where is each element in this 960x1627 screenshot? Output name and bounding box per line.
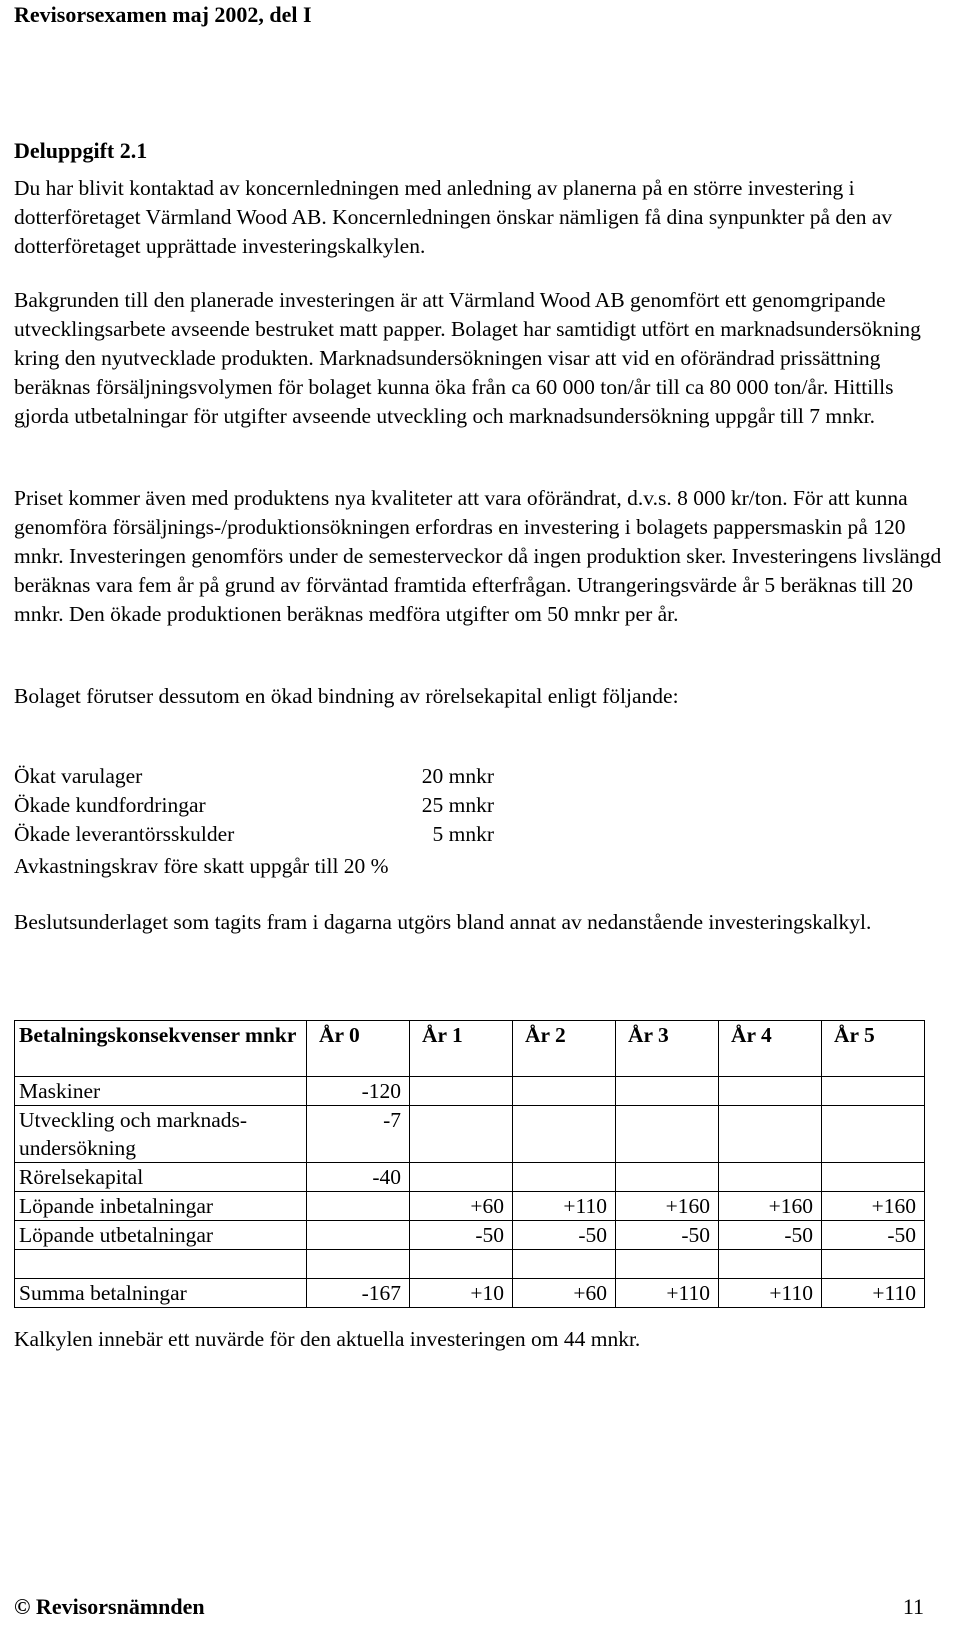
wc-label: Ökade leverantörsskulder: [14, 822, 235, 846]
list-item: [14, 762, 514, 791]
row-label: Löpande inbetalningar: [15, 1192, 307, 1221]
table-cell: -50: [410, 1221, 513, 1250]
table-cell: [719, 1077, 822, 1106]
table-cell: +110: [822, 1279, 925, 1308]
column-header: År 5: [822, 1021, 925, 1077]
table-row: [15, 1163, 925, 1192]
row-label: [15, 1250, 307, 1279]
table-row: [15, 1106, 925, 1163]
table-cell: [616, 1163, 719, 1192]
column-header: År 4: [719, 1021, 822, 1077]
row-label: Löpande utbetalningar: [15, 1221, 307, 1250]
table-cell: [822, 1106, 925, 1163]
table-cell: [513, 1250, 616, 1279]
table-cell: [307, 1192, 410, 1221]
column-header: År 3: [616, 1021, 719, 1077]
table-cell: [513, 1106, 616, 1163]
table-cell: [513, 1077, 616, 1106]
table-cell: -50: [822, 1221, 925, 1250]
footer-organization: © Revisorsnämnden: [14, 1594, 205, 1619]
investment-calculation-table: [14, 1020, 925, 1308]
decision-paragraph: Beslutsunderlaget som tagits fram i dagarna utgörs bland annat av nedanstående investeringskalkyl.: [14, 910, 872, 934]
page-footer: [14, 1594, 944, 1620]
table-cell: +60: [513, 1279, 616, 1308]
table-cell: [410, 1106, 513, 1163]
table-cell: [719, 1106, 822, 1163]
table-cell: -40: [307, 1163, 410, 1192]
row-label: Utveckling och marknads-undersökning: [15, 1106, 307, 1163]
table-cell: [616, 1250, 719, 1279]
table-cell: [616, 1077, 719, 1106]
row-label: Maskiner: [15, 1077, 307, 1106]
wc-value: 25 mnkr: [421, 793, 494, 817]
column-header: År 0: [307, 1021, 410, 1077]
table-row: [15, 1279, 925, 1308]
table-cell: +160: [719, 1192, 822, 1221]
return-requirement: Avkastningskrav före skatt uppgår till 20 %: [14, 854, 389, 878]
list-item: [14, 820, 514, 849]
table-row: [15, 1077, 925, 1106]
wc-label: Ökade kundfordringar: [14, 793, 206, 817]
table-cell: [410, 1163, 513, 1192]
table-cell: +110: [719, 1279, 822, 1308]
table-cell: -120: [307, 1077, 410, 1106]
table-header-row: [15, 1021, 925, 1077]
table-row: [15, 1250, 925, 1279]
column-header: Betalningskonsekvenser mnkr: [15, 1021, 307, 1077]
table-cell: +160: [822, 1192, 925, 1221]
column-header: År 1: [410, 1021, 513, 1077]
wc-value: 5 mnkr: [432, 822, 494, 846]
table-cell: +160: [616, 1192, 719, 1221]
wc-label: Ökat varulager: [14, 764, 143, 788]
table-cell: +10: [410, 1279, 513, 1308]
table-cell: [410, 1250, 513, 1279]
page-number: 11: [902, 1594, 924, 1619]
table-cell: -167: [307, 1279, 410, 1308]
working-capital-intro: Bolaget förutser dessutom en ökad bindning av rörelsekapital enligt följande:: [14, 684, 679, 708]
table-cell: +110: [513, 1192, 616, 1221]
table-cell: [719, 1250, 822, 1279]
table-row: [15, 1221, 925, 1250]
table-cell: [307, 1250, 410, 1279]
table-cell: +110: [616, 1279, 719, 1308]
price-paragraph: Priset kommer även med produktens nya kvaliteter att vara oförändrat, d.v.s. 8 000 kr/ton. För att kunna genomföra försäljnings-/produktionsökningen erfordras en investering i bolagets pappersmaskin på 120 mnkr. Investeringen genomförs under de semesterveckor då ingen produktion sker. Investeringens livslängd beräknas vara fem år på grund av förväntad framtida efterfrågan. Utrangeringsvärde år 5 beräknas till 20 mnkr. Den ökade produktionen beräknas medföra utgifter om 50 mnkr per år.: [14, 486, 942, 626]
row-label: Rörelsekapital: [15, 1163, 307, 1192]
table-cell: [719, 1163, 822, 1192]
column-header: År 2: [513, 1021, 616, 1077]
table-cell: [822, 1250, 925, 1279]
working-capital-list: [14, 762, 514, 849]
wc-value: 20 mnkr: [421, 764, 494, 788]
table-cell: +60: [410, 1192, 513, 1221]
table-cell: [307, 1221, 410, 1250]
table-cell: [822, 1077, 925, 1106]
table-cell: [410, 1077, 513, 1106]
table-cell: [822, 1163, 925, 1192]
page-header: Revisorsexamen maj 2002, del I: [14, 2, 312, 27]
table-cell: -50: [616, 1221, 719, 1250]
table-cell: -7: [307, 1106, 410, 1163]
table-cell: -50: [513, 1221, 616, 1250]
background-paragraph: Bakgrunden till den planerade investeringen är att Värmland Wood AB genomfört ett genomgripande utvecklingsarbete avseende bestruket matt papper. Bolaget har samtidigt utfört en marknadsundersökning kring den nyutvecklade produkten. Marknadsundersökningen visar att vid en oförändrad prissättning beräknas försäljningsvolymen för bolaget kunna öka från ca 60 000 ton/år till ca 80 000 ton/år. Hittills gjorda utbetalningar för utgifter avseende utveckling och marknadsundersökning uppgår till 7 mnkr.: [14, 288, 921, 428]
table-row: [15, 1192, 925, 1221]
intro-paragraph: Du har blivit kontaktad av koncernledningen med anledning av planerna på en större investering i dotterföretaget Värmland Wood AB. Koncernledningen önskar nämligen få dina synpunkter på den av dotterföretaget upprättade investeringskalkylen.: [14, 176, 893, 258]
conclusion-paragraph: Kalkylen innebär ett nuvärde för den aktuella investeringen om 44 mnkr.: [14, 1327, 641, 1351]
section-heading: Deluppgift 2.1: [14, 138, 148, 163]
table-cell: [616, 1106, 719, 1163]
row-label: Summa betalningar: [15, 1279, 307, 1308]
table-cell: [513, 1163, 616, 1192]
table-cell: -50: [719, 1221, 822, 1250]
list-item: [14, 791, 514, 820]
